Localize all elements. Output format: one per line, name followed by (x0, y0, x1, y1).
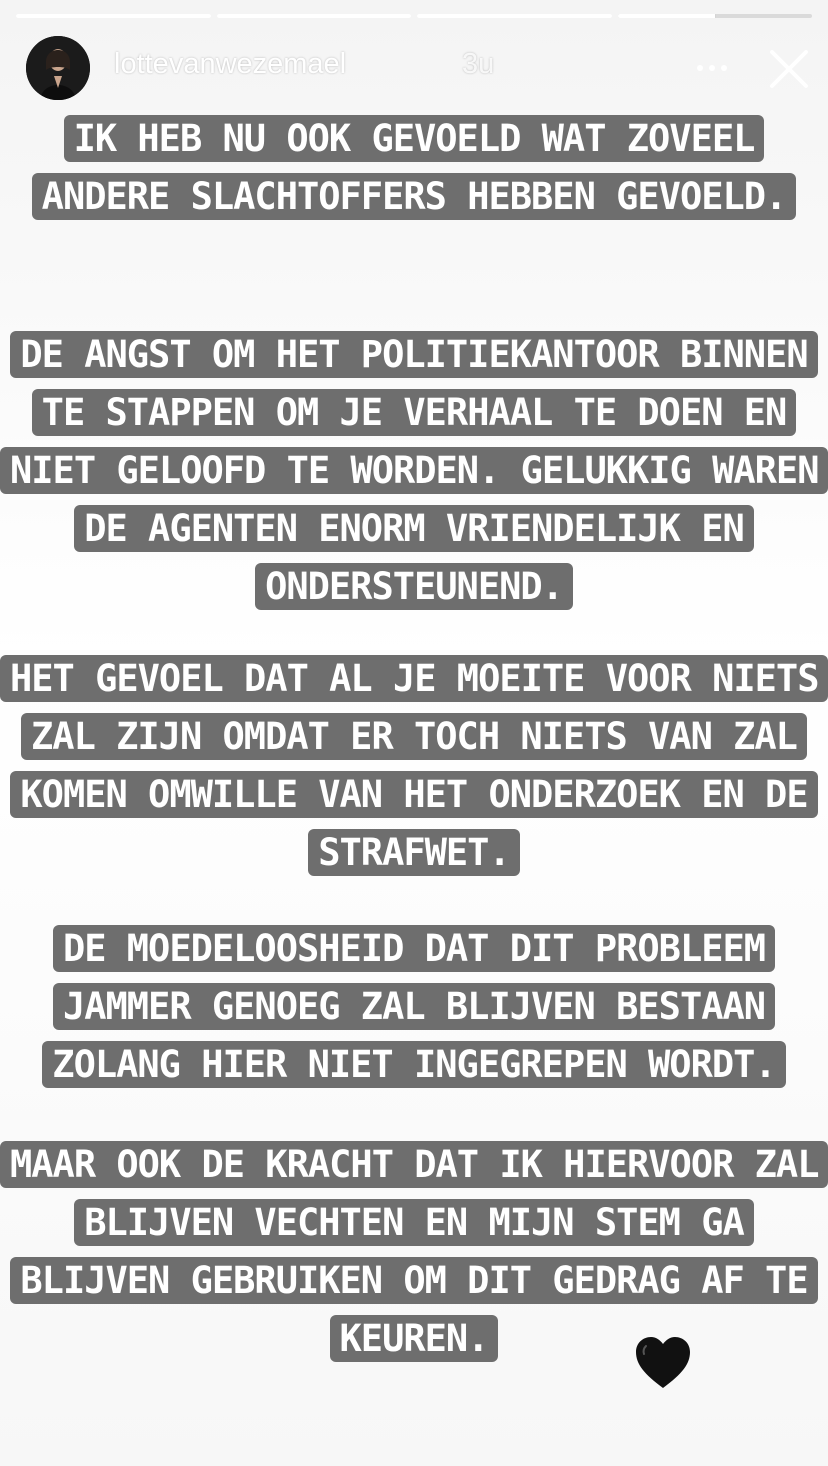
story-text-paragraph (0, 650, 828, 882)
progress-segment (618, 14, 813, 18)
paragraph-text: DE ANGST OM HET POLITIEKANTOOR BINNEN TE STAPPEN OM JE VERHAAL TE DOEN EN NIET GELOOFD TE WORDEN. GELUKKIG WAREN DE AGENTEN ENORM VRIENDELIJK EN ONDERSTEUNEND. (0, 331, 828, 610)
progress-fill (417, 14, 612, 18)
paragraph-text: IK HEB NU OOK GEVOELD WAT ZOVEEL ANDERE SLACHTOFFERS HEBBEN GEVOELD. (32, 115, 797, 220)
progress-segment (16, 14, 211, 18)
close-icon[interactable] (766, 46, 812, 92)
black-heart-icon (634, 1336, 692, 1390)
progress-fill (618, 14, 715, 18)
progress-segment (417, 14, 612, 18)
timestamp: 3u (462, 48, 495, 80)
username[interactable]: lottevanwezemael (114, 48, 347, 80)
story-text-paragraph (0, 326, 828, 616)
paragraph-text: MAAR OOK DE KRACHT DAT IK HIERVOOR ZAL BLIJVEN VECHTEN EN MIJN STEM GA BLIJVEN GEBRUIKEN OM DIT GEDRAG AF TE KEUREN. (0, 1141, 828, 1362)
paragraph-text: DE MOEDELOOSHEID DAT DIT PROBLEEM JAMMER GENOEG ZAL BLIJVEN BESTAAN ZOLANG HIER NIET INGEGREPEN WORDT. (42, 925, 785, 1088)
progress-segment (217, 14, 412, 18)
paragraph-text: HET GEVOEL DAT AL JE MOEITE VOOR NIETS ZAL ZIJN OMDAT ER TOCH NIETS VAN ZAL KOMEN OMWILLE VAN HET ONDERZOEK EN DE STRAFWET. (0, 655, 828, 876)
progress-fill (217, 14, 412, 18)
more-dots-icon[interactable] (694, 58, 730, 78)
story-text-paragraph (0, 110, 828, 226)
avatar-image (26, 36, 90, 100)
story-text-paragraph (0, 920, 828, 1094)
progress-fill (16, 14, 211, 18)
story-text-paragraph (0, 1136, 828, 1368)
story-header (22, 32, 812, 106)
story-progress-bar (16, 14, 812, 18)
avatar[interactable] (26, 36, 90, 100)
